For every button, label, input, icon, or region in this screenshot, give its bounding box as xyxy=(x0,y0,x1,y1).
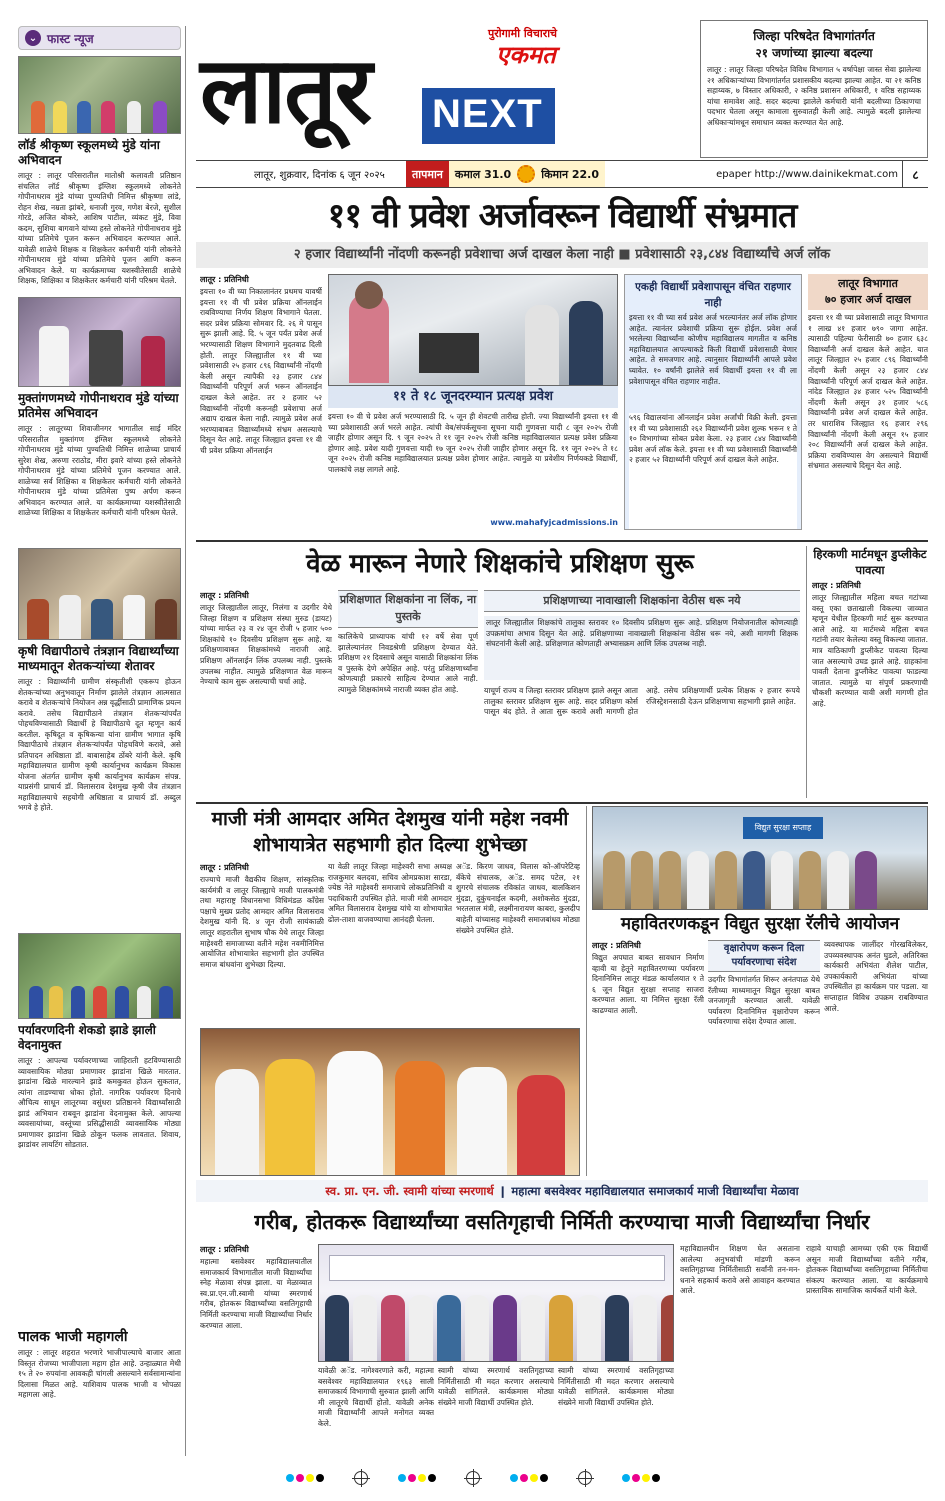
story-text: लातूर : आपल्या पर्यावरणाच्या जाहिराती हटविण्यासाठी व्यावसायिक मोठ्या प्रमाणावर झाडांना खिळे मारतात. झाडांना खिळे मारल्याने झाडे कमकुवत होऊन सुकतात, त्यांना ताडण्याचा धोका होतो. नागरिक पर्यावरण दिनाचे औचित्य साधून लातूरच्या वसुंधरा प्रतिष्ठानने विद्यार्थ्यांसाठी झाडं अभियान राबवून झाडांना वेदनामुक्त केले. आपल्या व्यवसायांच्या, वस्तूंच्या प्रसिद्धीसाठी व्यावसायिक मोठ्या प्रमाणावर झाडांना खिळे ठोकून फलक लावतात. शिवाय, झाडांवर लायटिंग सोडतात. xyxy=(18,1056,181,1149)
lead-photo xyxy=(328,274,618,386)
hostel-column-5 xyxy=(680,1244,800,1458)
article-text: राज्याचे माजी वैद्यकीय शिक्षण, सांस्कृतिक कार्यमंत्री व लातूर जिल्ह्याचे माजी पालकमंत्री तथा महाराष्ट्र विधानसभा विधिमंडळ काँग्रेस पक्षाचे मुख्य प्रतोद आमदार अमित विलासराव देशमुख यांनी दि. ४ जून रोजी सायंकाळी लातूर शहरातील सुभाष चौक येथे लातूर जिल्हा माहेश्वरी समाजाच्या वतीने महेश नवमीनिमित्त आयोजित शोभायात्रेत सहभागी होत उपस्थित समाज बांधवांना शुभेच्छा दिल्या. xyxy=(200,875,324,969)
fast-news-story xyxy=(18,933,181,1324)
article-text: याचूर्ण राज्य व जिल्हा स्तरावर प्रशिक्षण झाले असून आता तालुका स्तरावर प्रशिक्षण सुरू आहे. सदर प्रशिक्षण कोर्स पासून बंद होते. ते आता सुरू करावे अशी मागणी होत आहे. तसेच प्रशिक्षणार्थी प्रत्येक शिक्षक २ हजार रूपये रजिस्ट्रेशनसाठी देऊन प्रशिक्षणाचा सहभागी झाले आहेत. xyxy=(484,686,800,717)
photo-caption: ११ ते १८ जूनदरम्यान प्रत्यक्ष प्रवेश xyxy=(328,386,618,408)
sidebox-no-student-left-out xyxy=(624,274,802,530)
article-text: महात्मा बसवेश्वर महाविद्यालयातील समाजकार्य विभागातील माजी विद्यार्थ्यांचा स्नेह मेळावा संपन्न झाला. या मेळाव्यात स्व.प्रा.एन.जी.स्वामी यांच्या स्मरणार्थ गरीब, होतकरू विद्यार्थ्यांच्या वसतिगृहाची निर्मिती करण्याचा माजी विद्यार्थ्यांचा निर्धार करण्यात आला. xyxy=(200,1257,312,1330)
story-text: लातूर : विद्यार्थ्यांनी ग्रामीण संस्कृतीशी एकरूप होऊन शेतकऱ्यांच्या अनुभवातून निर्माण झालेले तंत्रज्ञान आत्मसात करावे व शेतकऱ्यांचे नियोजन अन्न वृद्धींसाठी प्रामाणिक प्रयत्न करावे. तसेच विद्यापीठाने तंत्रज्ञान शेतकऱ्यांपर्यंत पोहचविण्यासाठी विद्यार्थी हे विद्यापीठाचे दूत म्हणून कार्य करतील. कृषिदूत व कृषिकन्या यांना ग्रामीण भागात कृषि विद्यापीठाचे तंत्रज्ञान शेतकऱ्यांपर्यंत पोहचविणे करावे, असे प्रतिपादन अधिष्ठाता डॉ. बाबासाहेब ठोंबरे यांनी केले. कृषि महाविद्यालयात ग्रामीण कृषी कार्यानुभव कार्यक्रम विकास योजना अंतर्गत ग्रामीण कृषी कार्यानुभव कार्यक्रम संपन्न. याप्रसंगी प्राचार्य डॉ. विलासराव देशमुख कृषी जैव तंत्रज्ञान महाविद्यालयाचे सहयोगी अधिष्ठाता व प्राचार्य डॉ. अब्दुल भगवे हे होते. xyxy=(18,677,181,812)
story-text: लातूर : लातूरच्या शिवाजीनगर भागातील साई मंदिर परिसरातील मुक्तांगण इंग्लिश स्कूलमध्ये लोकनेते गोपीनाथराव मुंडे यांच्या पुण्यतिथी निमित्त शाळेच्या प्राचार्य सुरेश शेख, अरुणा रराठोड, मीरा इवारे यांच्या हस्ते लोकनेते गोपीनाथराव मुंडे यांच्या प्रतिमेचे पूजन करण्यात आले. शाळेच्या सर्व शिक्षिका व शिक्षकेतर कर्मचारी यांनी लोकनेते गोपीनाथराव मुंडे यांच्या प्रतिमेला पुष्प अर्पण करून अभिवादन करण्यात आले. या कार्यक्रमाच्या यशस्वीतेसाठी शाळेच्या शिक्षिका व शिक्षकेतर कर्मचारी यांनी परिश्रम घेतले. xyxy=(18,424,181,517)
training-subheadline: प्रशिक्षणाच्या नावाखाली शिक्षकांना वेठीस धरू नये xyxy=(484,590,800,612)
sidebox-text: इयत्ता ११ वी च्या प्रवेशासाठी लातूर विभागात १ लाख ४१ हजार ७९० जागा आहेत. त्यासाठी पहिल्या फेरीसाठी ७० हजार ६३८ विद्यार्थ्यांनी अर्ज दाखल केले आहेत. यात लातूर जिल्ह्यात २५ हजार ८९६ विद्यार्थ्यांनी नोंदणी केली असून २३ हजार ८४४ विद्यार्थ्यांनी परिपूर्ण अर्ज दाखल केले आहेत. नांदेड जिल्ह्यात ३४ हजार ५२५ विद्यार्थ्यांनी नोंदणी केली असून ३१ हजार ५८६ विद्यार्थ्यांनी प्रवेश अर्ज दाखल केले आहेत. तर धाराशिव जिल्ह्यात १६ हजार २९६ विद्यार्थ्यांनी नोंदणी केली असून १५ हजार २०८ विद्यार्थ्यांनी अर्ज दाखल केले आहेत. प्रक्रिया राबविण्यास वेग असल्याने विद्यार्थी संभ्रमात असल्याचे दिसून येत आहे. xyxy=(808,313,928,471)
fast-news-story xyxy=(18,1330,181,1456)
epaper-link[interactable]: epaper http://www.dainikekmat.com xyxy=(716,168,898,180)
story-headline: लॉर्ड श्रीकृष्ण स्कूलमध्ये मुंडे यांना अभिवादन xyxy=(18,138,160,167)
sidebox-text: ५९६ विद्यालयांना ऑनलाईन प्रवेश अर्जांची विक्री केली. इयत्ता ११ वी च्या प्रवेशासाठी २६२ विद्यार्थ्यांनी प्रवेश शुल्क भरून १ ते १० विभागांच्या सोबत प्रवेश केला. २३ हजार ८४४ विद्यार्थ्यांनी प्रवेश अर्ज लॉक केले. इयत्ता ११ वी च्या प्रवेशासाठी विद्यार्थ्यांनी २ हजार ५२ विद्यार्थ्यांनी परिपूर्ण अर्ज दाखल केले आहेत. xyxy=(629,413,797,530)
hostel-column-6 xyxy=(806,1244,928,1458)
top-right-news-box xyxy=(700,20,928,158)
banner-left: स्व. प्रा. एन. जी. स्वामी यांच्या स्मरणार्थ xyxy=(325,1184,494,1198)
sun-icon xyxy=(517,165,535,183)
mahavitaran-column-1 xyxy=(592,940,704,1176)
byline: लातूर : प्रतिनिधी xyxy=(200,275,249,284)
fast-news-badge xyxy=(18,26,181,50)
training-headline: वेळ मारून नेणारे शिक्षकांचे प्रशिक्षण सुरू xyxy=(306,549,694,579)
article-text: लातूर जिल्ह्यातील महिला बचत गटांच्या वस्तू एका छताखाली विकल्या जाव्यात म्हणून येथील हिरकणी मार्ट सुरू करण्यात आले आहे. या मार्टमध्ये महिला बचत गटांनी तयार केलेल्या वस्तू विकल्या जातात. मात्र याठिकाणी डुप्लीकेट पावत्या दिल्या जात असल्याचे उघड झाले आहे. ग्राहकांना पावती देताना डुप्लीकेट पावत्या फाडल्या जातात. त्यामुळे या संपूर्ण प्रकरणाची चौकशी करण्यात यावी अशी मागणी होत आहे. xyxy=(812,593,928,708)
logo-ekmat: एकमत xyxy=(496,40,556,69)
mahavitaran-column-2 xyxy=(708,940,820,1176)
banner-right: महात्मा बसवेश्वर महाविद्यालयात समाजकार्य माजी विद्यार्थ्यांचा मेळावा xyxy=(511,1184,799,1198)
article-text: इयत्ता १० वी चे प्रवेश अर्ज भरण्यासाठी दि. ५ जून ही शेवटची तारीख होती. ज्या विद्यार्थ्यांनी इयत्ता ११ वी च्या प्रवेशासाठी अर्ज भरले आहेत. त्यांची वेब/संपर्कसूचना सूचना यादी गुणवत्ता यादी ८ जून २०२५ रोजी जाहीर होणार असून दि. ९ जून २०२५ ते ११ जून २०२५ रोजी कनिष्ठ महाविद्यालयात प्रत्यक्ष प्रवेश प्रक्रिया होणार आहे. प्रवेश यादी गुणवत्ता यादी १७ जून २०२५ रोजी जाहीर होणार असून दि. ११ जून २०२५ ते १८ जून २०२५ रोजी कनिष्ठ महाविद्यालयात प्रत्यक्ष प्रवेश होणार आहेत. त्यामुळे या प्रवेशीय निर्णयकडे विद्यार्थी, पालकांचे लक्ष लागले आहे. xyxy=(328,412,618,474)
article-text: उदगीर विभागांतर्गत शिरूर अनंतपाळ येथे रॅलीच्या माध्यमातून विद्युत सुरक्षा बाबत जनजागृती करण्यात आली. यावेळी पर्यावरण दिनानिमित्त वृक्षारोपण करून पर्यावरणाचा संदेश देण्यात आला. xyxy=(708,975,820,1027)
deshmukh-photo xyxy=(200,1028,580,1176)
article-text: कालिकेचे प्राध्यापक यांची १२ वर्षे सेवा पूर्ण झालेल्यानंतर निवडश्रेणी प्रशिक्षण देण्यात येते. प्रशिक्षण २१ दिवसाचे असून यासाठी शिक्षकांना लिंक व पुस्तके देणे अपेक्षित आहे. परंतु प्रशिक्षणार्थ्यांना कोणत्याही प्रकारचे साहित्य देण्यात आले नाही. त्यामुळे शिक्षकांमध्ये नाराजी व्यक्त होत आहे. xyxy=(338,632,478,694)
story-headline: कृषी विद्यापीठाचे तंत्रज्ञान विद्यार्थ्यांच्या माध्यमातून शेतकऱ्यांच्या शेतावर xyxy=(18,644,179,673)
deshmukh-column-2 xyxy=(328,862,452,1024)
training-subheadline: प्रशिक्षणात शिक्षकांना ना लिंक, ना पुस्तके xyxy=(338,590,478,628)
logo-latur: लातूर xyxy=(200,36,371,144)
training-column-2 xyxy=(338,632,478,798)
date-text: लातूर, शुक्रवार, दिनांक ६ जून २०२५ xyxy=(254,170,385,181)
article-text: इयत्ता १० वी च्या निकालानंतर प्रथमच यावर्षी इयत्ता ११ वी ची प्रवेश प्रक्रिया ऑनलाईन राबविण्याचा निर्णय शिक्षण विभागाने घेतला. सदर प्रवेश प्रक्रिया सोमवार दि. २६ मे पासून सुरू झाली आहे. दि. ५ जून पर्यंत प्रवेश अर्ज भरण्यासाठी शिक्षण विभागाने मुदतवाढ दिली होती. लातूर जिल्ह्यातील ११ वी च्या प्रवेशासाठी २५ हजार ८९६ विद्यार्थ्यांनी नोंदणी केली असून त्यापैकी २३ हजार ८४४ विद्यार्थ्यांनी परिपूर्ण अर्ज भरून ऑनलाईन दाखल केले आहेत. तर २ हजार ५२ विद्यार्थ्यांनी नोंदणी करूनही प्रवेशाचा अर्ज अद्याप दाखल केला नाही. त्यामुळे प्रवेश अर्ज भरण्याबाबत विद्यार्थ्यांमध्ये संभ्रम असल्याचे दिसून येत आहे. लातूर जिल्ह्यात इयत्ता ११ वी ची प्रवेश प्रक्रिया ऑनलाईन xyxy=(200,287,322,455)
lead-headline: ११ वी प्रवेश अर्जावरून विद्यार्थी संभ्रमात xyxy=(327,196,797,236)
registration-mark-icon xyxy=(354,1471,368,1485)
logo-tagline: पुरोगामी विचाराचे xyxy=(488,27,558,40)
byline: लातूर : प्रतिनिधी xyxy=(200,863,249,872)
page-number: ८ xyxy=(902,161,928,187)
mahavitaran-subheadline: वृक्षारोपण करून दिला पर्यावरणाचा संदेश xyxy=(708,940,820,972)
box-headline: २१ जणांच्या झाल्या बदल्या xyxy=(755,46,873,60)
article-text: लातूर जिल्ह्यातील शिक्षकांचे तालुका स्तरावर १० दिवसीय प्रशिक्षण सुरू आहे. प्रशिक्षण नियोजनातील कोणत्याही उपक्रमांचा अभाव दिसून येत आहे. प्रशिक्षणाच्या नावाखाली शिक्षकांना वेठीस धरू नये, अशी मागणी शिक्षक संघटनांनी केली आहे. प्रशिक्षणात कोणताही अभ्यासक्रम आणि लिंक उपलब्ध नाही. xyxy=(486,618,798,649)
temperature-widget xyxy=(406,161,605,187)
byline: लातूर : प्रतिनिधी xyxy=(812,581,861,590)
byline: लातूर : प्रतिनिधी xyxy=(200,591,249,600)
safety-banner: विद्युत सुरक्षा सप्ताह xyxy=(743,817,823,839)
deshmukh-column-1 xyxy=(200,862,324,1024)
sidebox-latur-division xyxy=(808,274,928,530)
fast-news-column xyxy=(18,26,186,1456)
article-text: राहावे याचाही आमच्या एकी एक विद्यार्थी असून माजी विद्यार्थ्यांच्या वतीने गरीब, होतकरू विद्यार्थ्यांच्या वसतिगृहाच्या निर्मितीचा संकल्प करण्यात आला. या कार्यक्रमाचे प्रास्ताविक सामाजिक कार्यकर्ते यांनी केले. xyxy=(806,1244,928,1296)
hostel-column-2 xyxy=(318,1366,434,1458)
story-text: लातूर : लातूर परिसरातील मातोश्री कलावती प्रतिष्ठान संचलित लॉर्ड श्रीकृष्ण इंग्लिश स्कूलमध्ये लोकनेते गोपीनाथराव मुंडे यांच्या पुण्यतिथी निमित्त श्रीकृष्णा लांडे, रोहन शेख, नम्रता झांबरे, धनाजी गुरव, गणेश बेरजे, सुशील गोरडे, अजित बोकरे, आशिष पाटील, व्यंकट मुंडे, विवा कदम, सुशिया बागवाने यांच्या हस्ते लोकनेते गोपीनाथराव मुंडे यांच्या प्रतिमेचे पूजन करून अभिवादन करण्यात आले. यावेळी शाळेचे शिक्षक व शिक्षकेतर कर्मचारी यांनी लोकनेते गोपीनाथराव मुंडे यांच्या प्रतिमेचे पूजन आणि करून अभिवादन केले. या कार्यक्रमाच्या यशस्वीतेसाठी शाळेचे शिक्षक, शिक्षिका व शिक्षकेतर कर्मचारी यांनी परिश्रम घेतले. xyxy=(18,171,181,285)
hostel-photo xyxy=(318,1244,674,1362)
hirkani-story xyxy=(812,546,928,798)
mahavitaran-photo xyxy=(592,806,928,910)
story-headline: मुक्तांगणमध्ये गोपीनाथराव मुंडे यांच्या प्रतिमेस अभिवादन xyxy=(18,391,179,420)
story-headline: पर्यावरणदिनी शेकडो झाडे झाली वेदनामुक्त xyxy=(18,1023,156,1052)
lead-column-2 xyxy=(328,412,618,530)
hirkani-headline: हिरकणी मार्टमधून डुप्लीकेट पावत्या xyxy=(813,547,927,577)
lead-subheadline: २ हजार विद्यार्थ्यांनी नोंदणी करूनही प्रवेशाचा अर्ज दाखल केला नाही ■ प्रवेशासाठी २३,८४४ विद्यार्थ्यांचे अर्ज लॉक xyxy=(196,242,928,268)
print-color-bar xyxy=(0,1468,945,1488)
sidebox-text: इयत्ता ११ वी च्या सर्व प्रवेश अर्ज भरल्यानंतर अर्ज लॉक होणार आहेत. त्यानंतर प्रवेशाची प्रक्रिया सुरू होईल. प्रवेश अर्ज भरलेल्या विद्यार्थ्यांना कोणीच महाविद्यालय मागतीत व कनिष्ठ महाविद्यालयात आपल्याकडे किती विद्यार्थी प्रवेशासाठी येणार आहेत. ते समजणार आहे. त्यानुसार विद्यार्थ्यांनी आपले प्रवेश घ्यावेत. १० वर्षांनी झालेले सर्व विद्यार्थी इयत्ता ११ वी ला प्रवेशापासून वंचित राहणार नाहीत. xyxy=(629,313,797,386)
article-text: या वेळी लातूर जिल्हा माहेश्वरी सभा अध्यक्ष राजकुमार बलदवा, सचिव ओमप्रकाश सारडा, ज्येष्ठ नेते माहेश्वरी समाजाचे लोकप्रतिनिधी व पदाधिकारी उपस्थित होते. माजी मंत्री आमदार अमित विलासराव देशमुख यांचे या शोभायात्रेत ढोल-ताशा वाजवण्याचा आनंदही घेतला. xyxy=(328,862,452,924)
hostel-column-4 xyxy=(558,1366,674,1458)
fast-news-label: फास्ट न्यूज xyxy=(47,31,94,46)
hostel-headline: गरीब, होतकरू विद्यार्थ्यांच्या वसतिगृहाची निर्मिती करण्याचा माजी विद्यार्थ्यांचा निर्धार xyxy=(254,1210,870,1234)
sidebox-title: लातूर विभागात xyxy=(838,277,898,290)
article-text: स्वामी यांच्या स्मरणार्थ वसतिगृहाच्या निर्मितीसाठी मी मदत करणार असल्याचे यावेळी सांगितले. कार्यक्रमास मोठ्या संख्येने माजी विद्यार्थी उपस्थित होते. xyxy=(558,1366,674,1407)
max-temp: कमाल 31.0 xyxy=(454,167,512,181)
temperature-label: तापमान xyxy=(406,161,449,187)
mahavitaran-headline: महावितरणकडून विद्युत सुरक्षा रॅलीचे आयोजन xyxy=(620,914,900,934)
chevron-down-icon: ⌄ xyxy=(25,30,41,46)
deshmukh-column-3 xyxy=(456,862,580,1024)
registration-mark-icon xyxy=(578,1471,592,1485)
website-link[interactable]: www.mahafyjcadmissions.in xyxy=(490,518,618,527)
article-text: अॅड. किरण जाधव, विलास को-ऑपरेटिव्ह बँकेचे संचालक, अॅड. समद पटेल, २१ शुगरचे संचालक रविकांत जाधव, बालकिशन मुंदडा, दुकुंचनाईल कदमी, अशोकसेठ मुंदडा, भरतलाल मंत्री, लक्ष्मीनारायण काबरा, कुलदीप बाहेती यांच्यासह माहेश्वरी समाजबांधव मोठ्या संख्येने उपस्थित होते. xyxy=(456,862,580,935)
article-text: स्वामी यांच्या स्मरणार्थ वसतिगृहाच्या निर्मितीसाठी मी मदत करणार असल्याचे यावेळी सांगितले. कार्यक्रमास मोठ्या संख्येने माजी विद्यार्थी उपस्थित होते. xyxy=(438,1366,554,1407)
box-text: लातूर : लातूर जिल्हा परिषदेत विविध विभागात ५ वर्षापेक्षा जास्त सेवा झालेल्या २१ अधिकाऱ्यांच्या विभागांतर्गत प्रशासकीय बदल्या झाल्या आहेत. या २१ कनिष्ठ सहाय्यक, ७ विस्तार अधिकारी, २ कनिष्ठ प्रशासन अधिकारी, १ वरिष्ठ सहाय्यक यांचा समावेश आहे. सदर बदल्या झालेले कर्मचारी यांनी बदलीच्या ठिकाणचा पदभार घेतला असून कामाला सुरुवातही केली आहे. त्यामुळे बदली झालेल्या अधिकाऱ्यांमधून समाधान व्यक्त करण्यात येत आहे. xyxy=(707,65,921,127)
hostel-column-1 xyxy=(200,1244,312,1458)
story-headline: पालक भाजी महागली xyxy=(18,1329,128,1345)
masthead xyxy=(196,26,696,156)
article-text: लातूर जिल्ह्यातील लातूर, निलंगा व उदगीर येथे जिल्हा शिक्षण व प्रशिक्षण संस्था मुरुड (डायट) यांच्या मार्फत २३ व २४ जून रोजी ५ हजार ५०० शिक्षकांचे १० दिवसीय प्रशिक्षण सुरू आहे. या प्रशिक्षणाबाबत शिक्षकांमध्ये नाराजी आहे. प्रशिक्षण ऑनलाईन लिंक उपलब्ध नाही. पुस्तके उपलब्ध नाहीत. त्यामुळे प्रशिक्षणात वेळ मारून नेण्याचे काम सुरू असल्याची चर्चा आहे. xyxy=(200,603,332,687)
story-text: लातूर : लातूर शहरात भरणारे भाजीपाल्याचे बाजार आता विस्तृत रोजच्या भाजीपाला महाग होत आहे. उन्हाळ्यात मेथी १५ ते २० रुपयांना आवकही चांगली असल्याने सर्वसामान्यांना दिलासा मिळत आहे. याशिवाय पालक भाजी व भोपळा महागला आहे. xyxy=(18,1348,181,1399)
hostel-column-3 xyxy=(438,1366,554,1458)
dateline-bar xyxy=(196,160,928,188)
event-banner: स्व. प्रा. एन. जी. स्वामी यांच्या स्मरणार्थ ❙ महात्मा बसवेश्वर महाविद्यालयात समाजकार्य माजी विद्यार्थ्यांचा मेळावा xyxy=(196,1180,928,1202)
sidebox-title: ७० हजार अर्ज दाखल xyxy=(825,293,911,306)
article-text: महाविद्यालयीन शिक्षण घेत असताना आलेल्या अनुभवांची मांडणी करून वसतिगृहाच्या निर्मितीसाठी सर्वांनी तन-मन-धनाने सहकार्य करावे असे आवाहन करण्यात आले. xyxy=(680,1244,800,1296)
byline: लातूर : प्रतिनिधी xyxy=(592,941,641,950)
training-column-1 xyxy=(200,590,332,798)
deshmukh-headline: माजी मंत्री आमदार अमित देशमुख यांनी महेश नवमी शोभायात्रेत सहभागी होत दिल्या शुभेच्छा xyxy=(211,808,569,856)
fast-news-story xyxy=(18,297,181,542)
fast-news-story xyxy=(18,56,181,291)
registration-mark-icon xyxy=(466,1471,480,1485)
mahavitaran-column-3 xyxy=(824,940,928,1176)
min-temp: किमान 22.0 xyxy=(541,167,600,181)
box-headline: जिल्हा परिषदेत विभागांतर्गत xyxy=(753,29,875,43)
lead-column-1 xyxy=(200,274,322,530)
sidebox-title: एकही विद्यार्थी प्रवेशापासून वंचित राहणार नाही xyxy=(635,281,791,309)
fast-news-story xyxy=(18,548,181,927)
logo-next: NEXT xyxy=(422,88,555,144)
news-photo xyxy=(18,933,181,1019)
news-photo xyxy=(18,548,181,640)
news-photo xyxy=(18,297,181,387)
byline: लातूर : प्रतिनिधी xyxy=(200,1245,249,1254)
article-text: यावेळी अॅड. नागेश्वरणाते करी, महात्मा बसवेश्वर महाविद्यालयात १९६३ साली समाजकार्य विभागाची सुरुवात झाली आणि मी लातूरचे विद्यार्थी होतो. यावेळी अनेक माजी विद्यार्थ्यांनी आपले मनोगत व्यक्त केले. xyxy=(318,1366,434,1428)
training-column-3 xyxy=(484,686,800,798)
training-quote-box xyxy=(484,616,800,680)
news-photo xyxy=(18,56,181,134)
article-text: विद्युत अपघात बाबत सावधान निर्माण व्हावी या हेतूने महावितरणच्या पर्यावरण दिनानिमित्त लातूर मंडळ कार्यालयात १ ते ६ जून विद्युत सुरक्षा सप्ताह साजरा करण्यात आला. या निमित्त सुरक्षा रॅली काढण्यात आली. xyxy=(592,953,704,1015)
article-text: व्यवस्थापक जालींदर गोरखविलेकर, उपव्यवस्थापक अनंत घुडले, अतिरिक्त कार्यकारी अभियंता शैलेश पाटील, उपकार्यकारी अभियंता यांच्या उपस्थितीत हा कार्यक्रम पार पडला. या सप्ताहात विविध उपक्रम राबविण्यात आले. xyxy=(824,940,928,1013)
